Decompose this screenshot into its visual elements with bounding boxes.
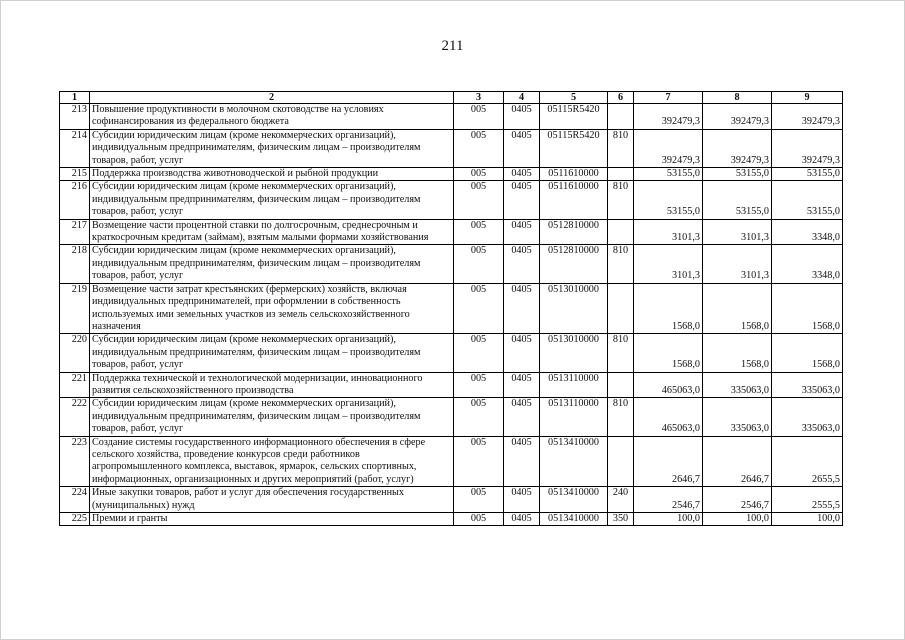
department-code-cell: 005 <box>454 181 504 219</box>
target-article-cell: 0511610000 <box>540 181 608 219</box>
expense-type-cell: 810 <box>608 245 634 283</box>
amount-col9-cell: 2555,5 <box>772 487 843 513</box>
expense-type-cell: 240 <box>608 487 634 513</box>
amount-col8-cell: 2646,7 <box>703 436 772 487</box>
section-code-cell: 0405 <box>504 513 540 526</box>
department-code-cell: 005 <box>454 513 504 526</box>
amount-col7-cell: 392479,3 <box>634 129 703 167</box>
expense-type-cell <box>608 104 634 130</box>
amount-col9-cell: 53155,0 <box>772 168 843 181</box>
expense-type-cell <box>608 372 634 398</box>
item-name-cell: Поддержка технической и технологической модернизации, инновационного развития сельскохозяйственного производства <box>90 372 454 398</box>
amount-col9-cell: 335063,0 <box>772 398 843 436</box>
item-name-cell: Субсидии юридическим лицам (кроме некоммерческих организаций), индивидуальным предпринимателям, физическим лицам – производителям товаров, работ, услуг <box>90 398 454 436</box>
amount-col7-cell: 465063,0 <box>634 372 703 398</box>
item-name-cell: Возмещение части затрат крестьянских (фермерских) хозяйств, включая индивидуальных предпринимателей, при оформлении в собственность используемых ими земельных участков из земель сельскохозяйственного назначения <box>90 283 454 334</box>
amount-col9-cell: 2655,5 <box>772 436 843 487</box>
amount-col9-cell: 1568,0 <box>772 283 843 334</box>
table-row <box>60 487 843 513</box>
amount-col7-cell: 465063,0 <box>634 398 703 436</box>
header-cell: 2 <box>90 92 454 104</box>
target-article-cell: 0512810000 <box>540 219 608 245</box>
target-article-cell: 0513010000 <box>540 283 608 334</box>
target-article-cell: 0512810000 <box>540 245 608 283</box>
item-name-cell: Субсидии юридическим лицам (кроме некоммерческих организаций), индивидуальным предпринимателям, физическим лицам – производителям товаров, работ, услуг <box>90 334 454 372</box>
item-name-cell: Иные закупки товаров, работ и услуг для обеспечения государственных (муниципальных) нужд <box>90 487 454 513</box>
table-row <box>60 168 843 181</box>
amount-col7-cell: 3101,3 <box>634 219 703 245</box>
amount-col7-cell: 1568,0 <box>634 283 703 334</box>
amount-col7-cell: 1568,0 <box>634 334 703 372</box>
row-number-cell: 214 <box>60 129 90 167</box>
row-number-cell: 223 <box>60 436 90 487</box>
amount-col9-cell: 100,0 <box>772 513 843 526</box>
table-row <box>60 283 843 334</box>
header-cell: 1 <box>60 92 90 104</box>
section-code-cell: 0405 <box>504 334 540 372</box>
department-code-cell: 005 <box>454 245 504 283</box>
expense-type-cell: 810 <box>608 129 634 167</box>
amount-col7-cell: 53155,0 <box>634 168 703 181</box>
item-name-cell: Субсидии юридическим лицам (кроме некоммерческих организаций), индивидуальным предпринимателям, физическим лицам – производителям товаров, работ, услуг <box>90 129 454 167</box>
target-article-cell: 0513110000 <box>540 372 608 398</box>
target-article-cell: 0511610000 <box>540 168 608 181</box>
department-code-cell: 005 <box>454 129 504 167</box>
section-code-cell: 0405 <box>504 219 540 245</box>
amount-col8-cell: 2546,7 <box>703 487 772 513</box>
expense-type-cell: 350 <box>608 513 634 526</box>
amount-col7-cell: 3101,3 <box>634 245 703 283</box>
amount-col8-cell: 53155,0 <box>703 181 772 219</box>
row-number-cell: 222 <box>60 398 90 436</box>
row-number-cell: 221 <box>60 372 90 398</box>
amount-col9-cell: 53155,0 <box>772 181 843 219</box>
expense-type-cell: 810 <box>608 334 634 372</box>
item-name-cell: Премии и гранты <box>90 513 454 526</box>
section-code-cell: 0405 <box>504 245 540 283</box>
amount-col9-cell: 3348,0 <box>772 245 843 283</box>
department-code-cell: 005 <box>454 334 504 372</box>
amount-col8-cell: 3101,3 <box>703 219 772 245</box>
table-row <box>60 398 843 436</box>
amount-col7-cell: 2646,7 <box>634 436 703 487</box>
expense-type-cell <box>608 168 634 181</box>
department-code-cell: 005 <box>454 283 504 334</box>
department-code-cell: 005 <box>454 168 504 181</box>
amount-col8-cell: 1568,0 <box>703 334 772 372</box>
row-number-cell: 219 <box>60 283 90 334</box>
section-code-cell: 0405 <box>504 168 540 181</box>
section-code-cell: 0405 <box>504 129 540 167</box>
section-code-cell: 0405 <box>504 283 540 334</box>
target-article-cell: 0513410000 <box>540 487 608 513</box>
header-cell: 5 <box>540 92 608 104</box>
target-article-cell: 0513410000 <box>540 513 608 526</box>
expense-type-cell: 810 <box>608 181 634 219</box>
expense-type-cell: 810 <box>608 398 634 436</box>
target-article-cell: 0513110000 <box>540 398 608 436</box>
row-number-cell: 225 <box>60 513 90 526</box>
target-article-cell: 05115R5420 <box>540 129 608 167</box>
section-code-cell: 0405 <box>504 372 540 398</box>
amount-col9-cell: 392479,3 <box>772 129 843 167</box>
expense-type-cell <box>608 436 634 487</box>
amount-col9-cell: 335063,0 <box>772 372 843 398</box>
table-row <box>60 219 843 245</box>
section-code-cell: 0405 <box>504 487 540 513</box>
section-code-cell: 0405 <box>504 398 540 436</box>
amount-col9-cell: 3348,0 <box>772 219 843 245</box>
header-cell: 7 <box>634 92 703 104</box>
table-row <box>60 104 843 130</box>
row-number-cell: 224 <box>60 487 90 513</box>
expense-type-cell <box>608 283 634 334</box>
table-row <box>60 129 843 167</box>
section-code-cell: 0405 <box>504 104 540 130</box>
amount-col8-cell: 100,0 <box>703 513 772 526</box>
header-cell: 6 <box>608 92 634 104</box>
row-number-cell: 220 <box>60 334 90 372</box>
row-number-cell: 217 <box>60 219 90 245</box>
row-number-cell: 216 <box>60 181 90 219</box>
row-number-cell: 218 <box>60 245 90 283</box>
target-article-cell: 0513010000 <box>540 334 608 372</box>
table-row <box>60 245 843 283</box>
department-code-cell: 005 <box>454 372 504 398</box>
section-code-cell: 0405 <box>504 436 540 487</box>
table-row <box>60 372 843 398</box>
amount-col8-cell: 3101,3 <box>703 245 772 283</box>
table-row <box>60 513 843 526</box>
target-article-cell: 0513410000 <box>540 436 608 487</box>
item-name-cell: Возмещение части процентной ставки по долгосрочным, среднесрочным и краткосрочным кредитам (займам), взятым малыми формами хозяйствования <box>90 219 454 245</box>
row-number-cell: 213 <box>60 104 90 130</box>
department-code-cell: 005 <box>454 104 504 130</box>
amount-col8-cell: 392479,3 <box>703 104 772 130</box>
table-row <box>60 181 843 219</box>
expense-type-cell <box>608 219 634 245</box>
page-number: 211 <box>441 38 464 54</box>
header-cell: 8 <box>703 92 772 104</box>
amount-col8-cell: 335063,0 <box>703 372 772 398</box>
department-code-cell: 005 <box>454 436 504 487</box>
header-cell: 9 <box>772 92 843 104</box>
amount-col7-cell: 392479,3 <box>634 104 703 130</box>
section-code-cell: 0405 <box>504 181 540 219</box>
amount-col8-cell: 392479,3 <box>703 129 772 167</box>
department-code-cell: 005 <box>454 398 504 436</box>
department-code-cell: 005 <box>454 487 504 513</box>
department-code-cell: 005 <box>454 219 504 245</box>
table-row <box>60 436 843 487</box>
item-name-cell: Субсидии юридическим лицам (кроме некоммерческих организаций), индивидуальным предпринимателям, физическим лицам – производителям товаров, работ, услуг <box>90 245 454 283</box>
amount-col7-cell: 100,0 <box>634 513 703 526</box>
item-name-cell: Создание системы государственного информационного обеспечения в сфере сельского хозяйства, проведение конкурсов среди работников агропромышленного комплекса, выставок, ярмарок, сельских спортивных, информационных, организационных и других мероприятий (работ, услуг) <box>90 436 454 487</box>
amount-col7-cell: 53155,0 <box>634 181 703 219</box>
amount-col8-cell: 1568,0 <box>703 283 772 334</box>
amount-col9-cell: 1568,0 <box>772 334 843 372</box>
amount-col8-cell: 335063,0 <box>703 398 772 436</box>
item-name-cell: Поддержка производства животноводческой и рыбной продукции <box>90 168 454 181</box>
header-cell: 3 <box>454 92 504 104</box>
item-name-cell: Повышение продуктивности в молочном скотоводстве на условиях софинансирования из федерального бюджета <box>90 104 454 130</box>
table-row <box>60 334 843 372</box>
row-number-cell: 215 <box>60 168 90 181</box>
amount-col7-cell: 2546,7 <box>634 487 703 513</box>
amount-col9-cell: 392479,3 <box>772 104 843 130</box>
item-name-cell: Субсидии юридическим лицам (кроме некоммерческих организаций), индивидуальным предпринимателям, физическим лицам – производителям товаров, работ, услуг <box>90 181 454 219</box>
target-article-cell: 05115R5420 <box>540 104 608 130</box>
header-row <box>60 92 843 104</box>
budget-table <box>59 91 843 526</box>
amount-col8-cell: 53155,0 <box>703 168 772 181</box>
header-cell: 4 <box>504 92 540 104</box>
